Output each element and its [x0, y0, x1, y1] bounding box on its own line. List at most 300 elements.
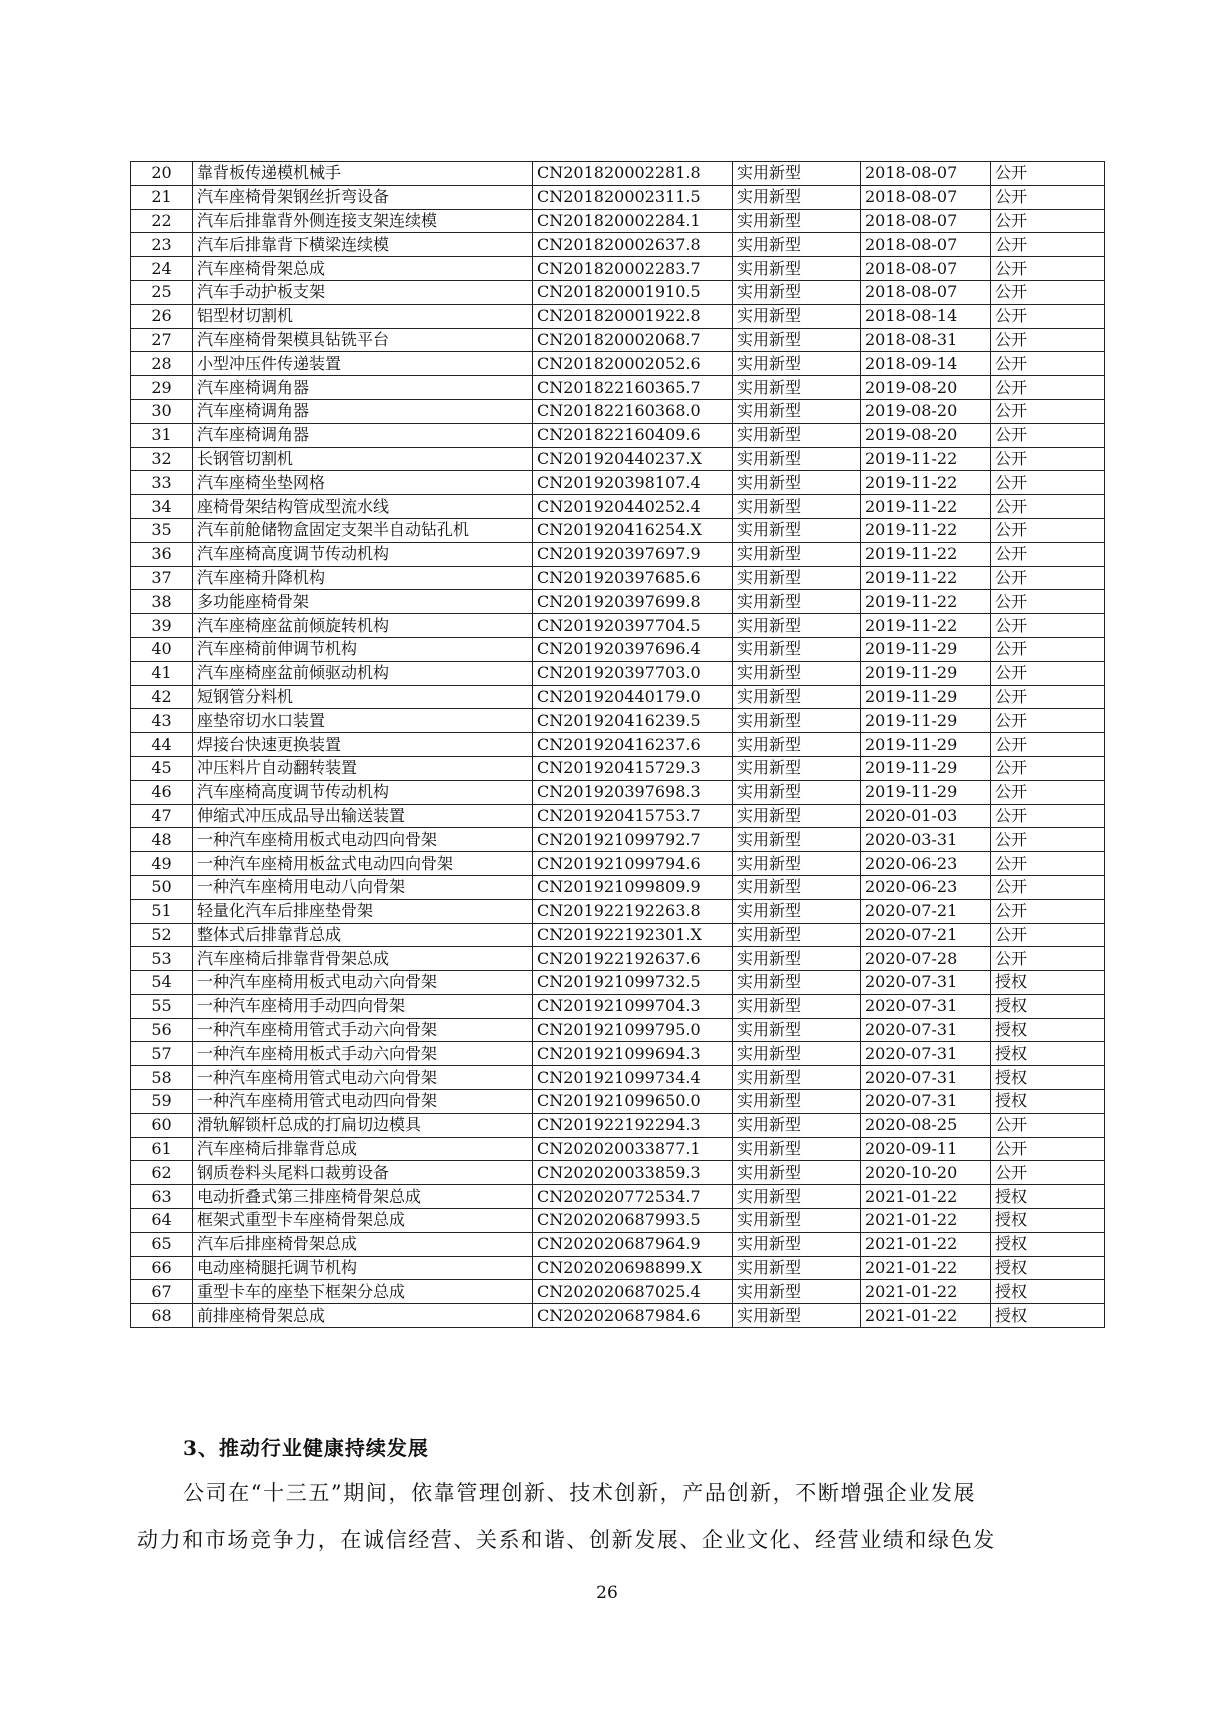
patent-title-cell: 重型卡车的座垫下框架分总成 [193, 1280, 533, 1304]
status-cell: 公开 [991, 518, 1105, 542]
status-cell: 公开 [991, 1113, 1105, 1137]
date-cell: 2021-01-22 [861, 1232, 991, 1256]
date-cell: 2020-08-25 [861, 1113, 991, 1137]
date-cell: 2020-03-31 [861, 828, 991, 852]
date-cell: 2019-11-29 [861, 780, 991, 804]
patent-title-cell: 汽车座椅坐垫网格 [193, 471, 533, 495]
row-index-cell: 29 [131, 376, 193, 400]
table-row [131, 756, 1105, 780]
patent-type-cell: 实用新型 [733, 447, 861, 471]
patent-title-cell: 靠背板传递模机械手 [193, 162, 533, 186]
table-row [131, 637, 1105, 661]
status-cell: 授权 [991, 1042, 1105, 1066]
row-index-cell: 63 [131, 1185, 193, 1209]
row-index-cell: 56 [131, 1018, 193, 1042]
row-index-cell: 65 [131, 1232, 193, 1256]
status-cell: 公开 [991, 280, 1105, 304]
row-index-cell: 23 [131, 233, 193, 257]
table-row [131, 661, 1105, 685]
status-cell: 公开 [991, 804, 1105, 828]
patent-title-cell: 汽车座椅高度调节传动机构 [193, 542, 533, 566]
table-row [131, 875, 1105, 899]
table-row [131, 162, 1105, 186]
patent-title-cell: 汽车手动护板支架 [193, 280, 533, 304]
status-cell: 公开 [991, 304, 1105, 328]
row-index-cell: 61 [131, 1137, 193, 1161]
row-index-cell: 40 [131, 637, 193, 661]
table-row [131, 852, 1105, 876]
row-index-cell: 68 [131, 1304, 193, 1328]
status-cell: 公开 [991, 780, 1105, 804]
status-cell: 授权 [991, 1232, 1105, 1256]
patent-number-cell: CN201921099694.3 [533, 1042, 733, 1066]
patent-type-cell: 实用新型 [733, 376, 861, 400]
patent-title-cell: 电动折叠式第三排座椅骨架总成 [193, 1185, 533, 1209]
patent-title-cell: 汽车座椅升降机构 [193, 566, 533, 590]
date-cell: 2020-07-31 [861, 1090, 991, 1114]
patent-title-cell: 框架式重型卡车座椅骨架总成 [193, 1209, 533, 1233]
table-row [131, 1256, 1105, 1280]
row-index-cell: 47 [131, 804, 193, 828]
date-cell: 2019-11-29 [861, 661, 991, 685]
paragraph-line-2: 动力和市场竞争力，在诚信经营、关系和谐、创新发展、企业文化、经营业绩和绿色发 [137, 1528, 996, 1552]
row-index-cell: 20 [131, 162, 193, 186]
patent-number-cell: CN201920415729.3 [533, 756, 733, 780]
patent-number-cell: CN201822160365.7 [533, 376, 733, 400]
date-cell: 2020-07-28 [861, 947, 991, 971]
table-row [131, 590, 1105, 614]
patent-number-cell: CN202020687025.4 [533, 1280, 733, 1304]
patent-type-cell: 实用新型 [733, 399, 861, 423]
status-cell: 公开 [991, 257, 1105, 281]
row-index-cell: 33 [131, 471, 193, 495]
date-cell: 2019-11-22 [861, 495, 991, 519]
patent-title-cell: 汽车座椅骨架钢丝折弯设备 [193, 185, 533, 209]
patent-number-cell: CN201920397703.0 [533, 661, 733, 685]
patent-table [130, 161, 1105, 1328]
status-cell: 授权 [991, 1304, 1105, 1328]
row-index-cell: 34 [131, 495, 193, 519]
status-cell: 授权 [991, 994, 1105, 1018]
patent-number-cell: CN202020698899.X [533, 1256, 733, 1280]
table-row [131, 899, 1105, 923]
patent-number-cell: CN201921099809.9 [533, 875, 733, 899]
patent-title-cell: 汽车座椅后排靠背骨架总成 [193, 947, 533, 971]
date-cell: 2021-01-22 [861, 1304, 991, 1328]
status-cell: 授权 [991, 971, 1105, 995]
status-cell: 公开 [991, 709, 1105, 733]
table-row [131, 614, 1105, 638]
status-cell: 公开 [991, 733, 1105, 757]
date-cell: 2019-08-20 [861, 376, 991, 400]
patent-title-cell: 焊接台快速更换装置 [193, 733, 533, 757]
patent-title-cell: 汽车座椅后排靠背总成 [193, 1137, 533, 1161]
date-cell: 2020-07-31 [861, 1042, 991, 1066]
patent-title-cell: 座垫帘切水口装置 [193, 709, 533, 733]
patent-title-cell: 冲压料片自动翻转装置 [193, 756, 533, 780]
date-cell: 2018-08-07 [861, 185, 991, 209]
status-cell: 公开 [991, 1161, 1105, 1185]
table-row [131, 1090, 1105, 1114]
status-cell: 授权 [991, 1018, 1105, 1042]
table-row [131, 518, 1105, 542]
row-index-cell: 53 [131, 947, 193, 971]
row-index-cell: 44 [131, 733, 193, 757]
patent-title-cell: 座椅骨架结构管成型流水线 [193, 495, 533, 519]
status-cell: 公开 [991, 542, 1105, 566]
page-number: 26 [596, 1583, 618, 1603]
patent-title-cell: 汽车座椅调角器 [193, 423, 533, 447]
row-index-cell: 59 [131, 1090, 193, 1114]
section-heading: 3、推动行业健康持续发展 [183, 1436, 429, 1460]
status-cell: 公开 [991, 661, 1105, 685]
status-cell: 公开 [991, 185, 1105, 209]
status-cell: 公开 [991, 447, 1105, 471]
row-index-cell: 41 [131, 661, 193, 685]
patent-type-cell: 实用新型 [733, 1161, 861, 1185]
table-row [131, 447, 1105, 471]
patent-type-cell: 实用新型 [733, 971, 861, 995]
status-cell: 公开 [991, 352, 1105, 376]
date-cell: 2020-01-03 [861, 804, 991, 828]
patent-title-cell: 一种汽车座椅用手动四向骨架 [193, 994, 533, 1018]
date-cell: 2018-08-07 [861, 209, 991, 233]
date-cell: 2020-07-31 [861, 994, 991, 1018]
row-index-cell: 22 [131, 209, 193, 233]
patent-number-cell: CN201820002068.7 [533, 328, 733, 352]
patent-type-cell: 实用新型 [733, 1280, 861, 1304]
status-cell: 公开 [991, 875, 1105, 899]
table-row [131, 1185, 1105, 1209]
patent-type-cell: 实用新型 [733, 947, 861, 971]
row-index-cell: 26 [131, 304, 193, 328]
row-index-cell: 64 [131, 1209, 193, 1233]
status-cell: 公开 [991, 923, 1105, 947]
patent-title-cell: 滑轨解锁杆总成的打扁切边模具 [193, 1113, 533, 1137]
row-index-cell: 27 [131, 328, 193, 352]
date-cell: 2020-07-31 [861, 1018, 991, 1042]
table-row [131, 376, 1105, 400]
row-index-cell: 52 [131, 923, 193, 947]
row-index-cell: 39 [131, 614, 193, 638]
table-row [131, 994, 1105, 1018]
patent-type-cell: 实用新型 [733, 1090, 861, 1114]
row-index-cell: 28 [131, 352, 193, 376]
patent-type-cell: 实用新型 [733, 756, 861, 780]
table-row [131, 828, 1105, 852]
patent-title-cell: 汽车座椅座盆前倾驱动机构 [193, 661, 533, 685]
date-cell: 2020-07-21 [861, 923, 991, 947]
patent-number-cell: CN201922192637.6 [533, 947, 733, 971]
date-cell: 2019-11-29 [861, 685, 991, 709]
date-cell: 2019-11-22 [861, 614, 991, 638]
patent-type-cell: 实用新型 [733, 518, 861, 542]
patent-type-cell: 实用新型 [733, 733, 861, 757]
date-cell: 2019-11-22 [861, 471, 991, 495]
status-cell: 公开 [991, 685, 1105, 709]
status-cell: 公开 [991, 614, 1105, 638]
row-index-cell: 45 [131, 756, 193, 780]
patent-number-cell: CN201920397698.3 [533, 780, 733, 804]
patent-type-cell: 实用新型 [733, 1185, 861, 1209]
date-cell: 2020-09-11 [861, 1137, 991, 1161]
patent-number-cell: CN201922192301.X [533, 923, 733, 947]
patent-number-cell: CN201822160368.0 [533, 399, 733, 423]
row-index-cell: 21 [131, 185, 193, 209]
status-cell: 公开 [991, 423, 1105, 447]
patent-type-cell: 实用新型 [733, 1304, 861, 1328]
patent-number-cell: CN202020687964.9 [533, 1232, 733, 1256]
patent-type-cell: 实用新型 [733, 828, 861, 852]
patent-type-cell: 实用新型 [733, 162, 861, 186]
row-index-cell: 60 [131, 1113, 193, 1137]
table-row [131, 209, 1105, 233]
patent-type-cell: 实用新型 [733, 328, 861, 352]
patent-number-cell: CN201920397699.8 [533, 590, 733, 614]
row-index-cell: 24 [131, 257, 193, 281]
patent-number-cell: CN201920397696.4 [533, 637, 733, 661]
patent-title-cell: 一种汽车座椅用板式手动六向骨架 [193, 1042, 533, 1066]
date-cell: 2018-09-14 [861, 352, 991, 376]
patent-number-cell: CN201921099704.3 [533, 994, 733, 1018]
table-row [131, 233, 1105, 257]
table-row [131, 709, 1105, 733]
date-cell: 2019-08-20 [861, 399, 991, 423]
status-cell: 公开 [991, 328, 1105, 352]
patent-title-cell: 小型冲压件传递装置 [193, 352, 533, 376]
patent-number-cell: CN201820002283.7 [533, 257, 733, 281]
patent-title-cell: 汽车座椅前伸调节机构 [193, 637, 533, 661]
row-index-cell: 54 [131, 971, 193, 995]
status-cell: 公开 [991, 471, 1105, 495]
patent-title-cell: 汽车座椅调角器 [193, 376, 533, 400]
table-row [131, 328, 1105, 352]
patent-number-cell: CN202020033877.1 [533, 1137, 733, 1161]
date-cell: 2019-11-29 [861, 637, 991, 661]
date-cell: 2019-11-22 [861, 542, 991, 566]
row-index-cell: 51 [131, 899, 193, 923]
patent-title-cell: 汽车座椅高度调节传动机构 [193, 780, 533, 804]
table-row [131, 1161, 1105, 1185]
patent-title-cell: 汽车后排靠背外侧连接支架连续模 [193, 209, 533, 233]
date-cell: 2019-11-29 [861, 733, 991, 757]
date-cell: 2019-11-22 [861, 566, 991, 590]
patent-type-cell: 实用新型 [733, 1042, 861, 1066]
table-row [131, 804, 1105, 828]
patent-type-cell: 实用新型 [733, 899, 861, 923]
patent-number-cell: CN201820002311.5 [533, 185, 733, 209]
patent-number-cell: CN201920416254.X [533, 518, 733, 542]
date-cell: 2018-08-07 [861, 257, 991, 281]
status-cell: 公开 [991, 162, 1105, 186]
patent-title-cell: 轻量化汽车后排座垫骨架 [193, 899, 533, 923]
patent-number-cell: CN201820002637.8 [533, 233, 733, 257]
patent-title-cell: 汽车前舱储物盒固定支架半自动钻孔机 [193, 518, 533, 542]
patent-title-cell: 一种汽车座椅用管式电动六向骨架 [193, 1066, 533, 1090]
patent-type-cell: 实用新型 [733, 709, 861, 733]
patent-title-cell: 汽车座椅骨架总成 [193, 257, 533, 281]
patent-title-cell: 汽车后排靠背下横梁连续模 [193, 233, 533, 257]
patent-type-cell: 实用新型 [733, 257, 861, 281]
patent-type-cell: 实用新型 [733, 661, 861, 685]
patent-number-cell: CN201921099792.7 [533, 828, 733, 852]
date-cell: 2020-06-23 [861, 875, 991, 899]
patent-number-cell: CN201820001910.5 [533, 280, 733, 304]
date-cell: 2021-01-22 [861, 1209, 991, 1233]
table-row [131, 1018, 1105, 1042]
patent-type-cell: 实用新型 [733, 852, 861, 876]
status-cell: 公开 [991, 756, 1105, 780]
row-index-cell: 25 [131, 280, 193, 304]
patent-number-cell: CN201920440179.0 [533, 685, 733, 709]
table-row [131, 495, 1105, 519]
patent-title-cell: 铝型材切割机 [193, 304, 533, 328]
date-cell: 2018-08-31 [861, 328, 991, 352]
patent-title-cell: 长钢管切割机 [193, 447, 533, 471]
patent-number-cell: CN201921099732.5 [533, 971, 733, 995]
patent-title-cell: 一种汽车座椅用板盆式电动四向骨架 [193, 852, 533, 876]
patent-title-cell: 前排座椅骨架总成 [193, 1304, 533, 1328]
row-index-cell: 37 [131, 566, 193, 590]
row-index-cell: 67 [131, 1280, 193, 1304]
date-cell: 2018-08-07 [861, 280, 991, 304]
patent-title-cell: 多功能座椅骨架 [193, 590, 533, 614]
patent-number-cell: CN201921099734.4 [533, 1066, 733, 1090]
row-index-cell: 36 [131, 542, 193, 566]
row-index-cell: 55 [131, 994, 193, 1018]
date-cell: 2018-08-14 [861, 304, 991, 328]
patent-type-cell: 实用新型 [733, 804, 861, 828]
table-row [131, 780, 1105, 804]
status-cell: 公开 [991, 899, 1105, 923]
date-cell: 2021-01-22 [861, 1280, 991, 1304]
status-cell: 公开 [991, 376, 1105, 400]
table-row [131, 733, 1105, 757]
patent-type-cell: 实用新型 [733, 352, 861, 376]
patent-title-cell: 一种汽车座椅用板式电动四向骨架 [193, 828, 533, 852]
table-row [131, 1042, 1105, 1066]
status-cell: 公开 [991, 209, 1105, 233]
patent-type-cell: 实用新型 [733, 1113, 861, 1137]
patent-number-cell: CN201920416239.5 [533, 709, 733, 733]
patent-number-cell: CN201820002052.6 [533, 352, 733, 376]
patent-number-cell: CN202020687984.6 [533, 1304, 733, 1328]
row-index-cell: 30 [131, 399, 193, 423]
patent-type-cell: 实用新型 [733, 1137, 861, 1161]
patent-number-cell: CN201920397704.5 [533, 614, 733, 638]
status-cell: 公开 [991, 947, 1105, 971]
patent-title-cell: 电动座椅腿托调节机构 [193, 1256, 533, 1280]
date-cell: 2019-11-29 [861, 756, 991, 780]
row-index-cell: 42 [131, 685, 193, 709]
table-row [131, 1137, 1105, 1161]
table-row [131, 685, 1105, 709]
patent-table-body [131, 162, 1105, 1328]
patent-number-cell: CN201820002281.8 [533, 162, 733, 186]
row-index-cell: 38 [131, 590, 193, 614]
status-cell: 授权 [991, 1209, 1105, 1233]
patent-type-cell: 实用新型 [733, 685, 861, 709]
patent-type-cell: 实用新型 [733, 1018, 861, 1042]
table-row [131, 1113, 1105, 1137]
table-row [131, 1304, 1105, 1328]
patent-number-cell: CN201820001922.8 [533, 304, 733, 328]
patent-type-cell: 实用新型 [733, 590, 861, 614]
table-row [131, 1280, 1105, 1304]
patent-number-cell: CN201920415753.7 [533, 804, 733, 828]
table-row [131, 1066, 1105, 1090]
date-cell: 2021-01-22 [861, 1256, 991, 1280]
patent-type-cell: 实用新型 [733, 185, 861, 209]
patent-type-cell: 实用新型 [733, 780, 861, 804]
patent-type-cell: 实用新型 [733, 423, 861, 447]
table-row [131, 471, 1105, 495]
patent-type-cell: 实用新型 [733, 923, 861, 947]
status-cell: 公开 [991, 828, 1105, 852]
date-cell: 2019-11-22 [861, 590, 991, 614]
date-cell: 2020-06-23 [861, 852, 991, 876]
table-row [131, 399, 1105, 423]
patent-number-cell: CN201920398107.4 [533, 471, 733, 495]
patent-type-cell: 实用新型 [733, 875, 861, 899]
patent-title-cell: 汽车后排座椅骨架总成 [193, 1232, 533, 1256]
status-cell: 公开 [991, 852, 1105, 876]
patent-number-cell: CN201921099795.0 [533, 1018, 733, 1042]
status-cell: 授权 [991, 1090, 1105, 1114]
patent-number-cell: CN201920397685.6 [533, 566, 733, 590]
status-cell: 授权 [991, 1256, 1105, 1280]
row-index-cell: 50 [131, 875, 193, 899]
row-index-cell: 32 [131, 447, 193, 471]
table-row [131, 542, 1105, 566]
table-row [131, 566, 1105, 590]
patent-number-cell: CN202020687993.5 [533, 1209, 733, 1233]
status-cell: 授权 [991, 1066, 1105, 1090]
patent-number-cell: CN201920397697.9 [533, 542, 733, 566]
row-index-cell: 66 [131, 1256, 193, 1280]
patent-type-cell: 实用新型 [733, 542, 861, 566]
patent-type-cell: 实用新型 [733, 471, 861, 495]
status-cell: 授权 [991, 1185, 1105, 1209]
row-index-cell: 57 [131, 1042, 193, 1066]
status-cell: 公开 [991, 590, 1105, 614]
patent-number-cell: CN201921099794.6 [533, 852, 733, 876]
patent-type-cell: 实用新型 [733, 304, 861, 328]
date-cell: 2019-11-22 [861, 447, 991, 471]
patent-type-cell: 实用新型 [733, 637, 861, 661]
table-row [131, 923, 1105, 947]
patent-title-cell: 一种汽车座椅用板式电动六向骨架 [193, 971, 533, 995]
patent-title-cell: 一种汽车座椅用管式电动四向骨架 [193, 1090, 533, 1114]
patent-type-cell: 实用新型 [733, 1209, 861, 1233]
patent-title-cell: 伸缩式冲压成品导出输送装置 [193, 804, 533, 828]
date-cell: 2021-01-22 [861, 1185, 991, 1209]
patent-number-cell: CN202020772534.7 [533, 1185, 733, 1209]
date-cell: 2018-08-07 [861, 162, 991, 186]
row-index-cell: 35 [131, 518, 193, 542]
patent-title-cell: 汽车座椅座盆前倾旋转机构 [193, 614, 533, 638]
date-cell: 2020-07-31 [861, 1066, 991, 1090]
patent-title-cell: 一种汽车座椅用管式手动六向骨架 [193, 1018, 533, 1042]
date-cell: 2018-08-07 [861, 233, 991, 257]
patent-type-cell: 实用新型 [733, 495, 861, 519]
patent-number-cell: CN202020033859.3 [533, 1161, 733, 1185]
table-row [131, 280, 1105, 304]
row-index-cell: 62 [131, 1161, 193, 1185]
patent-type-cell: 实用新型 [733, 233, 861, 257]
status-cell: 公开 [991, 1137, 1105, 1161]
table-row [131, 971, 1105, 995]
